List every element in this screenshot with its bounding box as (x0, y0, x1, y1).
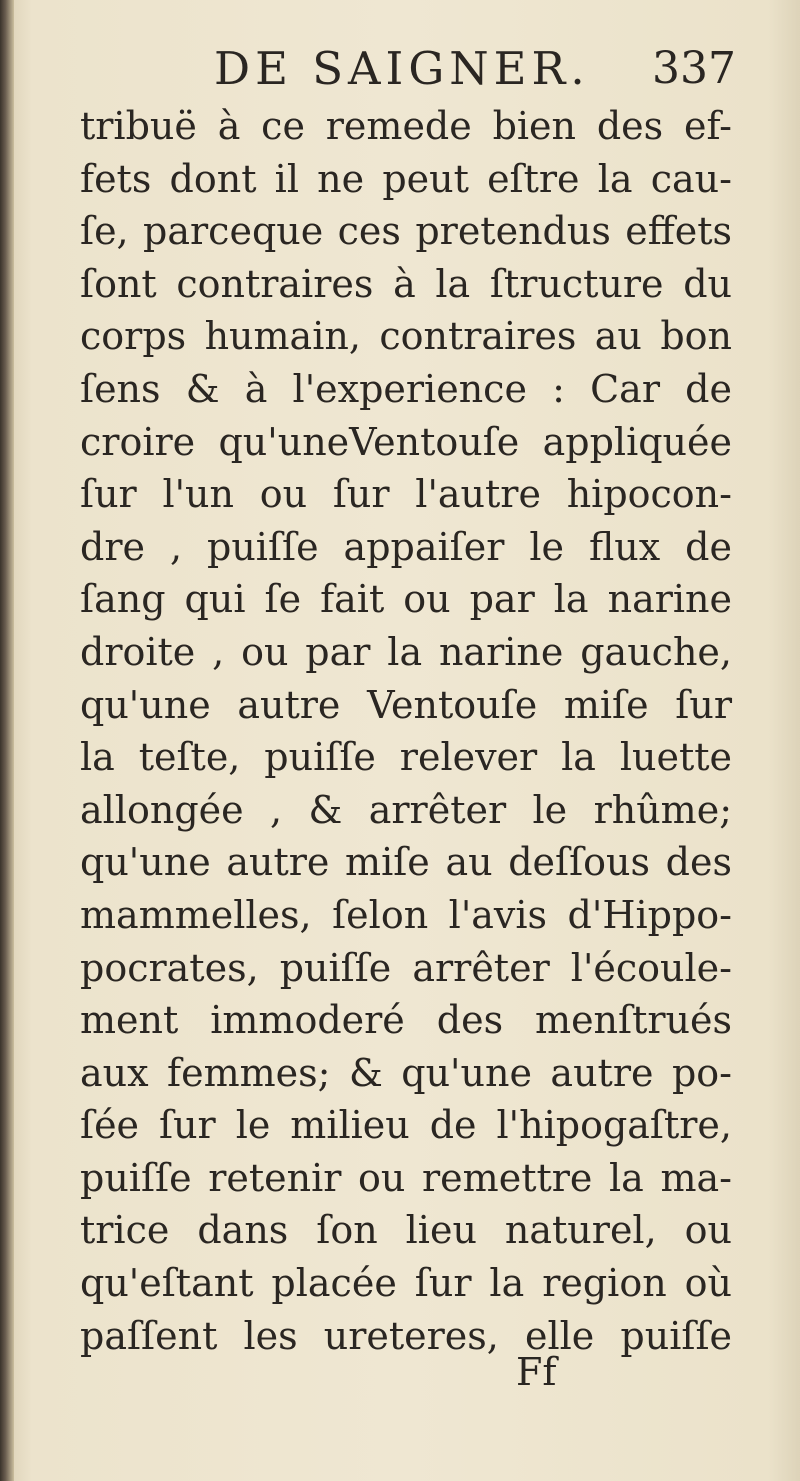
text-line: allongée , & arrêter le rhûme; (80, 787, 732, 832)
text-line: ſens & à l'experience : Car de (80, 366, 732, 411)
text-line: aux femmes; & qu'une autre po- (80, 1050, 732, 1095)
text-line: croire qu'uneVentouſe appliquée (80, 419, 732, 464)
page-spine-shadow (0, 0, 14, 1481)
text-line: tribuë à ce remede bien des ef- (80, 104, 732, 148)
text-line: dre , puiſſe appaiſer le flux de (80, 524, 732, 569)
text-line: ſang qui ſe fait ou par la narine (80, 577, 732, 622)
text-line: fets dont il ne peut eſtre la cau- (80, 156, 732, 201)
text-line: qu'une autre Ventouſe miſe ſur (80, 682, 732, 727)
text-line: ſont contraires à la ſtructure du (80, 261, 732, 306)
text-line: qu'eſtant placée ſur la region où (80, 1261, 732, 1306)
text-line: qu'une autre miſe au deſſous des (80, 840, 732, 885)
text-line: la teſte, puiſſe relever la luette (80, 735, 732, 780)
text-line: droite , ou par la narine gauche, (80, 629, 732, 674)
text-line: ſée ſur le milieu de l'hipogaſtre, (80, 1103, 732, 1148)
text-line: corps humain, contraires au bon (80, 314, 732, 359)
text-line: mammelles, ſelon l'avis d'Hippo- (80, 892, 732, 937)
text-line: puiſſe retenir ou remettre la ma- (80, 1155, 732, 1200)
running-title: DE SAIGNER. (214, 42, 590, 95)
text-line: ment immoderé des menſtrués (80, 998, 732, 1043)
text-line: trice dans ſon lieu naturel, ou (80, 1208, 732, 1253)
text-line: pocrates, puiſſe arrêter l'écoule- (80, 945, 732, 990)
text-line: ſur l'un ou ſur l'autre hipocon- (80, 472, 732, 517)
text-line: ſe, parceque ces pretendus effets (80, 209, 732, 254)
signature-mark: Ff (516, 1350, 557, 1394)
page-number: 337 (652, 43, 736, 94)
page-header (0, 38, 800, 100)
body-text (80, 100, 732, 1362)
text-line: paſſent les ureteres, elle puiſſe (80, 1313, 732, 1358)
